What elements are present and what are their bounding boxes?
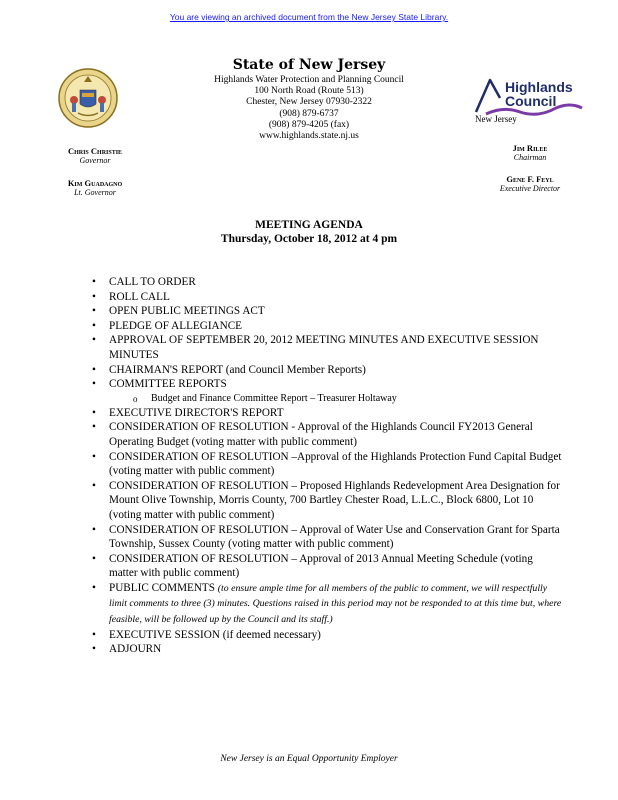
website-line: www.highlands.state.nj.us bbox=[259, 131, 359, 142]
logo-line2: Council bbox=[505, 93, 557, 109]
agenda-item: • CONSIDERATION OF RESOLUTION – Approval of 2013 Annual Meeting Schedule (voting matter with public comment) bbox=[92, 552, 562, 581]
agenda-subitem-list bbox=[109, 392, 562, 406]
agenda-item: • CONSIDERATION OF RESOLUTION – Approval of Water Use and Conservation Grant for Sparta Township, Sussex County (voting matter with public comment) bbox=[92, 523, 562, 552]
lt-governor-name: Kim Guadagno bbox=[67, 178, 123, 188]
phone-line: (908) 879-6737 bbox=[279, 108, 339, 119]
agenda-item: • CALL TO ORDER bbox=[92, 275, 562, 290]
agenda-item: • CONSIDERATION OF RESOLUTION – Proposed Highlands Redevelopment Area Designation for Mount Olive Township, Morris County, 700 Bartley Chester Road, L.L.C., Block 6800, Lot 10 (voting matter with public comment) bbox=[92, 479, 562, 523]
governor-title: Governor bbox=[79, 156, 111, 165]
agenda-item-label: COMMITTEE REPORTS bbox=[109, 378, 227, 391]
governor-block bbox=[40, 146, 150, 166]
right-officials bbox=[470, 143, 590, 205]
footer-statement: New Jersey is an Equal Opportunity Employer bbox=[220, 754, 398, 764]
agenda-item-label: PUBLIC COMMENTS bbox=[109, 581, 215, 594]
state-seal-icon bbox=[58, 68, 118, 128]
archive-notice-link[interactable]: You are viewing an archived document from the New Jersey State Library. bbox=[169, 12, 449, 22]
executive-director-name: Gene F. Feyl bbox=[506, 174, 554, 184]
agenda-item: • ADJOURN bbox=[92, 642, 562, 657]
governor-name: Chris Christie bbox=[67, 146, 123, 156]
agenda-item: • OPEN PUBLIC MEETINGS ACT bbox=[92, 304, 562, 319]
logo-line1: Highlands bbox=[505, 79, 573, 95]
agenda-heading bbox=[0, 218, 618, 246]
agenda-subitem: o Budget and Finance Committee Report – Treasurer Holtaway bbox=[133, 392, 562, 406]
lt-governor-block bbox=[40, 178, 150, 198]
chairman-name: Jim Rilee bbox=[512, 143, 548, 153]
chairman-title: Chairman bbox=[513, 153, 547, 162]
executive-director-title: Executive Director bbox=[499, 184, 561, 193]
agenda-item: • PLEDGE OF ALLEGIANCE bbox=[92, 319, 562, 334]
council-name: Highlands Water Protection and Planning Council bbox=[214, 75, 404, 85]
state-name: State of New Jersey bbox=[232, 57, 386, 73]
executive-director-block bbox=[470, 174, 590, 194]
agenda-item: • EXECUTIVE DIRECTOR'S REPORT bbox=[92, 406, 562, 421]
city-line: Chester, New Jersey 07930-2322 bbox=[246, 97, 372, 108]
public-comment-note: (to ensure ample time for all members of the public to comment, we will respectfully limit comments to three (3) minutes. Questions raised in this period may not be responded to at this time but, where feasible, will be followed up by the Council and its staff.) bbox=[109, 582, 562, 626]
agenda-item: • CONSIDERATION OF RESOLUTION –Approval of the Highlands Protection Fund Capital Budget (voting matter with public comment) bbox=[92, 450, 562, 479]
agenda-item: • EXECUTIVE SESSION (if deemed necessary) bbox=[92, 628, 562, 643]
logo-state: New Jersey bbox=[475, 114, 517, 124]
address-line: 100 North Road (Route 513) bbox=[254, 86, 364, 97]
agenda-date: Thursday, October 18, 2012 at 4 pm bbox=[220, 233, 398, 245]
agenda-item: • APPROVAL OF SEPTEMBER 20, 2012 MEETING MINUTES AND EXECUTIVE SESSION MINUTES bbox=[92, 333, 562, 362]
left-officials bbox=[40, 146, 150, 210]
chairman-block bbox=[470, 143, 590, 163]
fax-line: (908) 879-4205 (fax) bbox=[268, 119, 350, 130]
agenda-item-committee-reports bbox=[92, 377, 562, 406]
agenda-item-public-comments bbox=[92, 581, 562, 628]
agenda-title: MEETING AGENDA bbox=[255, 219, 363, 231]
agenda-item: • CHAIRMAN'S REPORT (and Council Member Reports) bbox=[92, 363, 562, 378]
agenda-item: • ROLL CALL bbox=[92, 290, 562, 305]
agenda-list bbox=[92, 275, 562, 657]
agenda-item: • CONSIDERATION OF RESOLUTION - Approval of the Highlands Council FY2013 General Operating Budget (voting matter with public comment) bbox=[92, 420, 562, 449]
letterhead bbox=[170, 56, 448, 142]
lt-governor-title: Lt. Governor bbox=[74, 188, 116, 197]
